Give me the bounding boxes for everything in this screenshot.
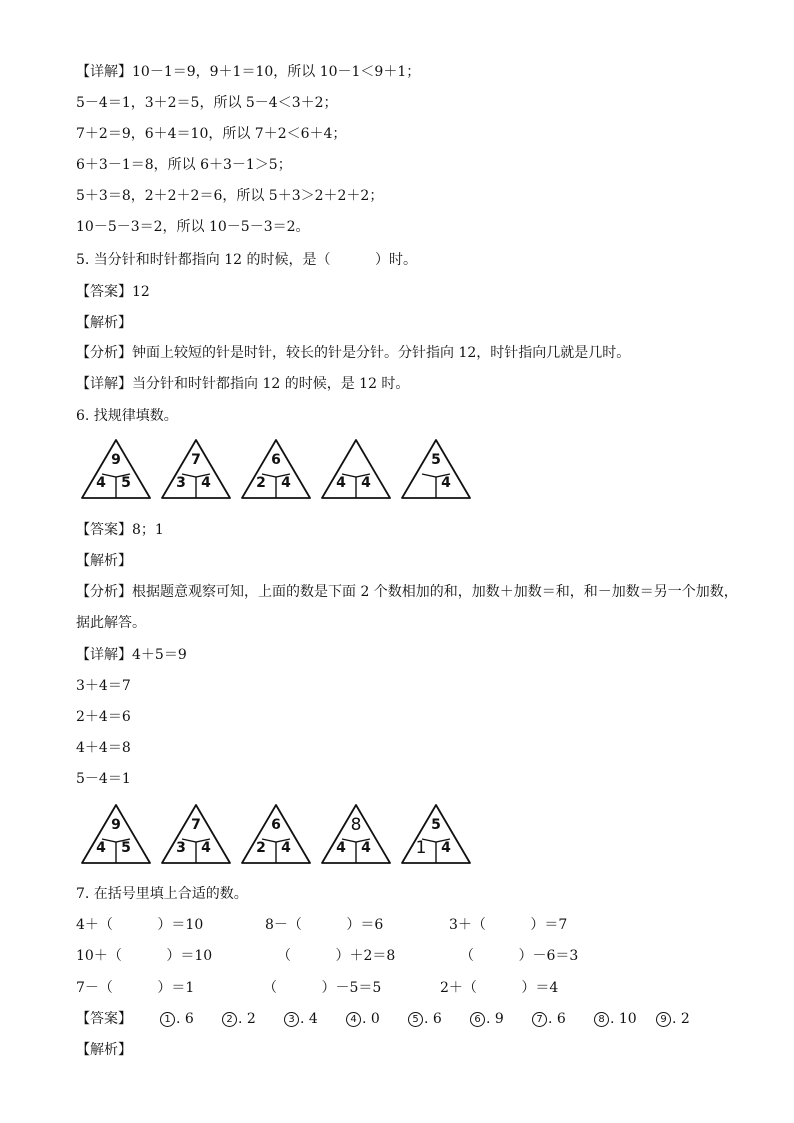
q7-answer-value: . 4 bbox=[300, 1011, 318, 1027]
triangle-top-number: 9 bbox=[111, 817, 121, 833]
q7-answer-item bbox=[656, 1010, 690, 1028]
q7-answer-value: . 2 bbox=[672, 1011, 690, 1027]
q7-answer-value: . 6 bbox=[548, 1011, 566, 1027]
number-triangle bbox=[80, 438, 152, 500]
triangle-top-number: 9 bbox=[111, 452, 121, 468]
q7-answer-value: . 2 bbox=[238, 1011, 256, 1027]
triangle-right-number: 4 bbox=[441, 475, 451, 491]
q7-row1-a: 4＋（ ）＝10 bbox=[76, 917, 204, 933]
q6-detail-1: 【详解】4＋5＝9 bbox=[76, 647, 187, 663]
question-5: 5. 当分针和时针都指向 12 的时候，是（ ）时。 bbox=[76, 252, 418, 268]
q7-answer-item bbox=[470, 1010, 504, 1028]
circled-number-icon: 6 bbox=[470, 1012, 485, 1027]
triangle-top-number: 6 bbox=[271, 817, 281, 833]
circled-number-icon: 8 bbox=[594, 1012, 609, 1027]
triangle-top-number: 8 bbox=[350, 815, 362, 835]
q7-answer-label: 【答案】 bbox=[76, 1011, 132, 1027]
triangle-icon bbox=[160, 803, 232, 865]
q7-jiexi-label: 【解析】 bbox=[76, 1042, 132, 1058]
triangle-top-number: 5 bbox=[431, 817, 441, 833]
triangle-right-number: 4 bbox=[281, 475, 291, 491]
triangle-icon bbox=[160, 438, 232, 500]
circled-number-icon: 7 bbox=[532, 1012, 547, 1027]
triangle-icon bbox=[240, 803, 312, 865]
q5-jiexi-label: 【解析】 bbox=[76, 315, 132, 331]
q6-detail-4: 4＋4＝8 bbox=[76, 740, 131, 756]
q7-row2-b: （ ）＋2＝8 bbox=[277, 948, 396, 964]
detail-line-5: 5＋3＝8，2＋2＋2＝6，所以 5＋3＞2＋2＋2； bbox=[76, 188, 384, 204]
triangle-top-number: 7 bbox=[191, 452, 201, 468]
q7-answer-value: . 0 bbox=[362, 1011, 380, 1027]
number-triangle bbox=[80, 803, 152, 865]
q6-answer: 【答案】8；1 bbox=[76, 522, 164, 538]
triangle-left-number: 4 bbox=[96, 475, 106, 491]
circled-number-icon: 5 bbox=[408, 1012, 423, 1027]
q5-analysis: 【分析】钟面上较短的针是时针，较长的针是分针。分针指向 12，时针指向几就是几时。 bbox=[76, 345, 631, 361]
q7-answer-value: . 10 bbox=[610, 1011, 637, 1027]
triangle-icon bbox=[80, 803, 152, 865]
question-6: 6. 找规律填数。 bbox=[76, 408, 178, 424]
triangle-left-number: 4 bbox=[336, 840, 346, 856]
number-triangle bbox=[160, 803, 232, 865]
q7-row2-a: 10＋（ ）＝10 bbox=[76, 948, 213, 964]
detail-line-6: 10－5－3＝2，所以 10－5－3＝2。 bbox=[76, 219, 310, 235]
triangle-right-number: 4 bbox=[361, 840, 371, 856]
q7-row2-c: （ ）－6＝3 bbox=[460, 948, 579, 964]
q5-answer: 【答案】12 bbox=[76, 284, 150, 300]
number-triangle bbox=[160, 438, 232, 500]
triangle-left-number: 4 bbox=[96, 840, 106, 856]
number-triangle bbox=[240, 803, 312, 865]
triangle-icon bbox=[400, 803, 472, 865]
triangle-right-number: 4 bbox=[201, 840, 211, 856]
triangle-left-number: 2 bbox=[256, 840, 266, 856]
triangle-icon bbox=[80, 438, 152, 500]
q6-jiexi-label: 【解析】 bbox=[76, 553, 132, 569]
circled-number-icon: 9 bbox=[656, 1012, 671, 1027]
q6-detail-5: 5－4＝1 bbox=[76, 771, 131, 787]
triangle-right-number: 4 bbox=[201, 475, 211, 491]
q7-answer-value: . 6 bbox=[424, 1011, 442, 1027]
q7-answer-item bbox=[532, 1010, 566, 1028]
q7-answer-value: . 9 bbox=[486, 1011, 504, 1027]
q7-row3-c: 2＋（ ）＝4 bbox=[440, 980, 559, 996]
triangle-left-number: 3 bbox=[176, 475, 186, 491]
q7-answer-item bbox=[594, 1010, 637, 1028]
question-triangles bbox=[80, 438, 480, 500]
triangle-icon bbox=[400, 438, 472, 500]
circled-number-icon: 4 bbox=[346, 1012, 361, 1027]
circled-number-icon: 2 bbox=[222, 1012, 237, 1027]
q7-answer-value: . 6 bbox=[176, 1011, 194, 1027]
q7-row3-b: （ ）－5＝5 bbox=[263, 980, 382, 996]
detail-line-3: 7＋2＝9，6＋4＝10，所以 7＋2＜6＋4； bbox=[76, 126, 347, 142]
number-triangle bbox=[400, 803, 472, 865]
number-triangle bbox=[320, 438, 392, 500]
number-triangle bbox=[400, 438, 472, 500]
q6-detail-3: 2＋4＝6 bbox=[76, 709, 131, 725]
q7-row1-b: 8－（ ）＝6 bbox=[265, 917, 384, 933]
triangle-top-number: 6 bbox=[271, 452, 281, 468]
circled-number-icon: 3 bbox=[284, 1012, 299, 1027]
q6-analysis-line-1: 【分析】根据题意观察可知，上面的数是下面 2 个数相加的和，加数＋加数＝和，和－加数＝另一个加数， bbox=[76, 584, 738, 600]
question-7: 7. 在括号里填上合适的数。 bbox=[76, 886, 248, 902]
q7-answers bbox=[160, 1010, 720, 1028]
triangle-icon bbox=[320, 438, 392, 500]
number-triangle bbox=[240, 438, 312, 500]
triangle-left-number: 3 bbox=[176, 840, 186, 856]
detail-line-1: 【详解】10－1＝9，9＋1＝10，所以 10－1＜9＋1； bbox=[76, 64, 421, 80]
detail-line-2: 5－4＝1，3＋2＝5，所以 5－4＜3＋2； bbox=[76, 95, 338, 111]
triangle-left-number: 1 bbox=[415, 838, 427, 858]
circled-number-icon: 1 bbox=[160, 1012, 175, 1027]
triangle-right-number: 5 bbox=[121, 840, 131, 856]
triangle-left-number: 2 bbox=[256, 475, 266, 491]
q7-answer-item bbox=[222, 1010, 256, 1028]
triangle-left-number: 4 bbox=[336, 475, 346, 491]
triangle-right-number: 4 bbox=[281, 840, 291, 856]
triangle-top-number: 7 bbox=[191, 817, 201, 833]
q7-answer-item bbox=[346, 1010, 380, 1028]
q7-answer-item bbox=[160, 1010, 194, 1028]
triangle-top-number: 5 bbox=[431, 452, 441, 468]
q5-detail: 【详解】当分针和时针都指向 12 的时候，是 12 时。 bbox=[76, 376, 410, 392]
detail-line-4: 6＋3－1＝8，所以 6＋3－1＞5； bbox=[76, 157, 292, 173]
q7-answer-item bbox=[284, 1010, 318, 1028]
q6-detail-2: 3＋4＝7 bbox=[76, 678, 131, 694]
q7-row1-c: 3＋（ ）＝7 bbox=[449, 917, 568, 933]
q7-answer-item bbox=[408, 1010, 442, 1028]
answer-triangles bbox=[80, 803, 480, 865]
number-triangle bbox=[320, 803, 392, 865]
triangle-right-number: 4 bbox=[441, 840, 451, 856]
q7-row3-a: 7－（ ）＝1 bbox=[76, 980, 195, 996]
triangle-icon bbox=[240, 438, 312, 500]
triangle-right-number: 5 bbox=[121, 475, 131, 491]
q6-analysis-line-2: 据此解答。 bbox=[76, 615, 146, 631]
triangle-right-number: 4 bbox=[361, 475, 371, 491]
